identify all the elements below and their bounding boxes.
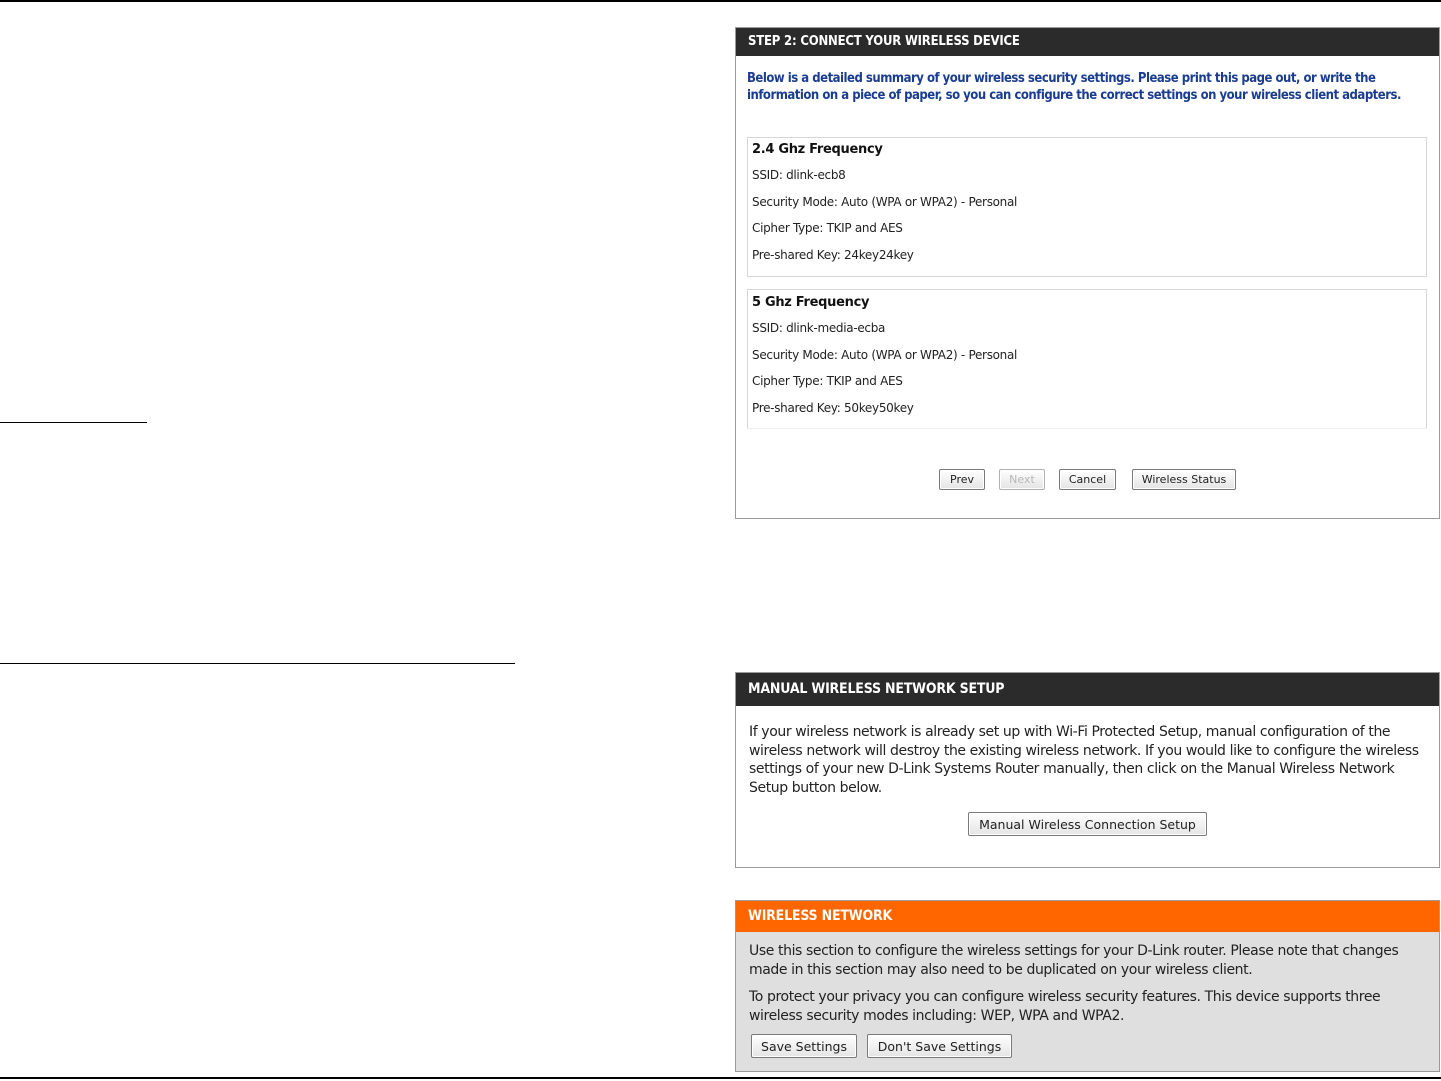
left-underline-short: [0, 422, 147, 423]
step2-title: STEP 2: CONNECT YOUR WIRELESS DEVICE: [748, 34, 1020, 49]
cancel-button[interactable]: Cancel: [1059, 469, 1116, 490]
bottom-rule: [0, 1077, 1441, 1079]
step2-header: [736, 28, 1439, 56]
next-button[interactable]: Next: [999, 469, 1045, 490]
freq-24-cipher-type: Cipher Type: TKIP and AES: [752, 221, 903, 235]
manual-setup-panel: [735, 672, 1440, 868]
freq-24-ssid: SSID: dlink-ecb8: [752, 168, 846, 182]
freq-5-box: [747, 289, 1427, 429]
top-rule: [0, 0, 1441, 2]
freq-5-ssid: SSID: dlink-media-ecba: [752, 321, 886, 335]
wireless-network-text-2: To protect your privacy you can configure wireless security features. This device supports three wireless security modes including: WEP, WPA and WPA2.: [749, 989, 1381, 1024]
prev-button[interactable]: Prev: [939, 469, 985, 490]
manual-setup-text: If your wireless network is already set up with Wi-Fi Protected Setup, manual configuration of the wireless network will destroy the existing wireless network. If you would like to configure the wireless settings of your new D-Link Systems Router manually, then click on the Manual Wireless Network Setup button below.: [749, 724, 1419, 796]
freq-24-box: [747, 137, 1427, 277]
left-underline-long: [0, 663, 515, 664]
freq-24-security-mode: Security Mode: Auto (WPA or WPA2) - Personal: [752, 195, 1018, 209]
wireless-status-button[interactable]: Wireless Status: [1132, 469, 1236, 490]
wireless-network-header: [736, 901, 1439, 932]
freq-5-preshared-key: Pre-shared Key: 50key50key: [752, 401, 914, 415]
wireless-network-panel: [735, 900, 1440, 1072]
step2-panel: [735, 27, 1440, 519]
wireless-network-title: WIRELESS NETWORK: [748, 908, 893, 924]
freq-24-preshared-key: Pre-shared Key: 24key24key: [752, 248, 914, 262]
manual-wireless-connection-setup-button[interactable]: Manual Wireless Connection Setup: [968, 812, 1207, 836]
save-settings-button[interactable]: Save Settings: [751, 1034, 857, 1058]
freq-24-title: 2.4 Ghz Frequency: [752, 142, 883, 157]
step2-intro: Below is a detailed summary of your wireless security settings. Please print this page out, or write the information on a piece of paper, so you can configure the correct settings on your wireless client adapters.: [747, 71, 1401, 103]
dont-save-settings-button[interactable]: Don't Save Settings: [867, 1034, 1012, 1058]
manual-setup-title: MANUAL WIRELESS NETWORK SETUP: [748, 681, 1005, 697]
freq-5-title: 5 Ghz Frequency: [752, 295, 870, 310]
freq-5-cipher-type: Cipher Type: TKIP and AES: [752, 374, 903, 388]
wireless-network-text-1: Use this section to configure the wireless settings for your D-Link router. Please note that changes made in this section may also need to be duplicated on your wireless client.: [749, 943, 1399, 978]
freq-5-security-mode: Security Mode: Auto (WPA or WPA2) - Personal: [752, 348, 1018, 362]
manual-setup-header: [736, 673, 1439, 706]
